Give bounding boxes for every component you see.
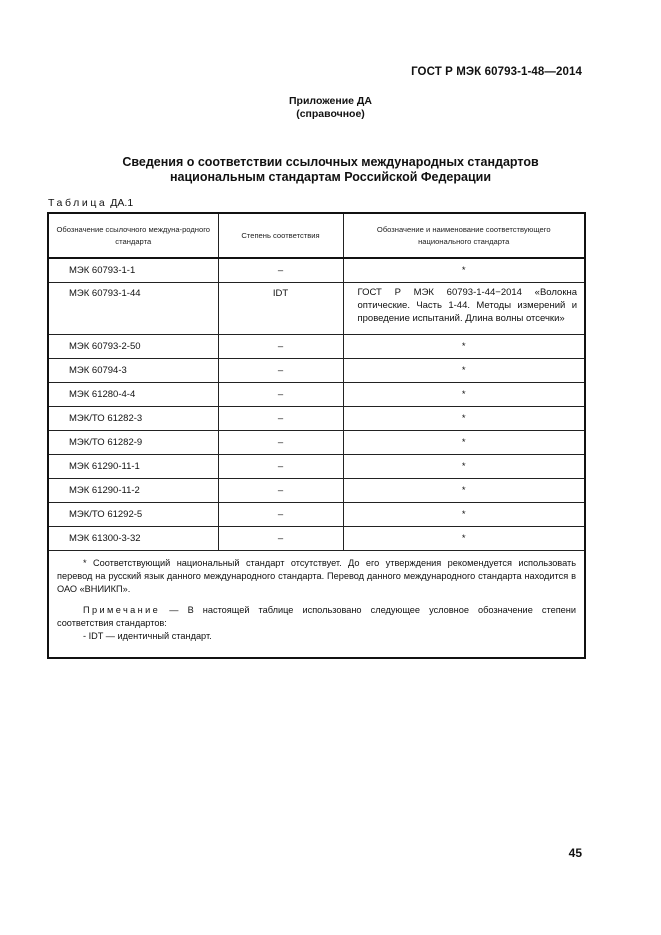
cell-international-standard: МЭК 61300-3-32 [48,527,218,551]
cell-degree: – [218,335,343,359]
cell-international-standard: МЭК/ТО 61282-3 [48,407,218,431]
header-international-standard: Обозначение ссылочного междуна-родного стандарта [48,213,218,258]
table-footer-row [48,551,585,659]
table-row [48,383,585,407]
cell-national-standard: * [343,455,585,479]
cell-national-standard: * [343,503,585,527]
appendix-heading [0,95,661,121]
cell-degree: – [218,479,343,503]
note-item: - IDT — идентичный стандарт. [83,631,212,641]
table-row [48,283,585,335]
cell-international-standard: МЭК/ТО 61292-5 [48,503,218,527]
cell-national-standard: * [343,258,585,283]
cell-international-standard: МЭК 60793-1-1 [48,258,218,283]
cell-degree: – [218,503,343,527]
cell-national-standard: * [343,407,585,431]
section-title-line-1: Сведения о соответствии ссылочных международных стандартов [122,155,539,169]
cell-international-standard: МЭК/ТО 61282-9 [48,431,218,455]
correspondence-table [47,212,586,659]
cell-national-standard: * [343,383,585,407]
cell-international-standard: МЭК 60794-3 [48,359,218,383]
table-caption-word: Таблица [48,197,108,209]
cell-international-standard: МЭК 60793-2-50 [48,335,218,359]
page-number: 45 [568,846,582,860]
cell-international-standard: МЭК 60793-1-44 [48,283,218,335]
cell-national-standard: * [343,359,585,383]
header-national-standard: Обозначение и наименование соответствующего национального стандарта [343,213,585,258]
table-row [48,258,585,283]
cell-degree: – [218,431,343,455]
table-row [48,455,585,479]
cell-degree: – [218,258,343,283]
cell-national-standard: * [343,335,585,359]
cell-degree: IDT [218,283,343,335]
cell-degree: – [218,527,343,551]
cell-degree: – [218,383,343,407]
footnote: * Соответствующий национальный стандарт отсутствует. До его утверждения рекомендуется использовать перевод на русский язык данного международного стандарта. Перевод данного международного стандарта находится в ОАО «ВНИИКП». [57,558,576,594]
appendix-title: Приложение ДА [289,95,372,107]
table-row [48,431,585,455]
cell-national-standard: ГОСТ Р МЭК 60793-1-44−2014 «Волокна оптические. Часть 1-44. Методы измерений и проведение испытаний. Длина волны отсечки» [343,283,585,335]
cell-national-standard: * [343,479,585,503]
cell-national-standard: * [343,431,585,455]
cell-international-standard: МЭК 61290-11-1 [48,455,218,479]
table-caption-number: ДА.1 [110,197,134,209]
table-footer-cell [48,551,585,659]
cell-degree: – [218,407,343,431]
note-word: Примечание [83,605,161,615]
section-title-line-2: национальным стандартам Российской Федерации [169,170,492,184]
table-row [48,335,585,359]
cell-international-standard: МЭК 61280-4-4 [48,383,218,407]
document-code-header: ГОСТ Р МЭК 60793-1-48—2014 [411,66,582,78]
table-row [48,479,585,503]
section-title [0,155,661,185]
appendix-subtitle: (справочное) [296,108,365,120]
cell-international-standard: МЭК 61290-11-2 [48,479,218,503]
table-row [48,359,585,383]
table-row [48,527,585,551]
cell-national-standard: * [343,527,585,551]
cell-degree: – [218,455,343,479]
cell-degree: – [218,359,343,383]
note-text: — В настоящей таблице использовано следующее условное обозначение степени соответствия стандартов: [57,605,576,628]
table-row [48,407,585,431]
header-degree: Степень соответствия [218,213,343,258]
table-header-row [48,213,585,258]
note [57,604,576,630]
table-row [48,503,585,527]
table-caption [48,197,133,209]
